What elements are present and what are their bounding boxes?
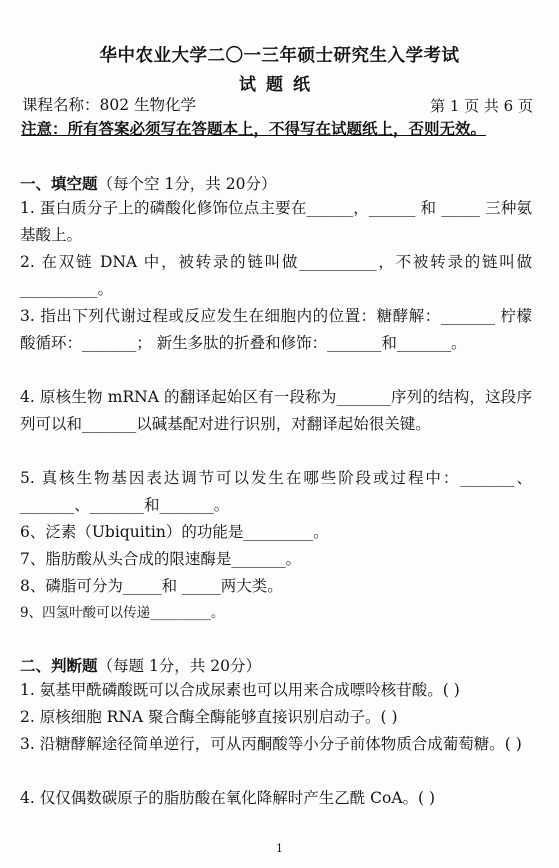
question-item: 9、四氢叶酸可以传递_________。: [20, 605, 225, 621]
section1-title: 一、填空题: [20, 174, 98, 193]
section1-heading: [20, 172, 276, 194]
section2-title: 二、判断题: [20, 656, 98, 675]
question-item: 7、脂肪酸从头合成的限速酶是_______。: [20, 550, 302, 568]
question-item: 5. 真核生物基因表达调节可以发生在哪些阶段或过程中：_______、_______、_______和_______。: [20, 469, 532, 514]
question-item: 6、泛素（Ubiquitin）的功能是_________。: [20, 523, 329, 541]
exam-subtitle: 试题纸: [239, 75, 320, 95]
question-item: 4. 仅仅偶数碳原子的脂肪酸在氧化降解时产生乙酰 CoA。( ): [20, 789, 436, 807]
question-item: 1. 氨基甲酰磷酸既可以合成尿素也可以用来合成嘌呤核苷酸。( ): [20, 681, 460, 699]
question-item: 1. 蛋白质分子上的磷酸化修饰位点主要在______，______ 和 _____ 三种氨基酸上。: [20, 199, 532, 244]
exam-notice: 注意：所有答案必须写在答题本上，不得写在试题纸上，否则无效。: [21, 119, 487, 138]
question-item: 2. 在双链 DNA 中，被转录的链叫做__________，不被转录的链叫做__________。: [20, 253, 532, 298]
question-item: 8、磷脂可分为_____和 _____两大类。: [20, 577, 283, 595]
section2-heading: [20, 654, 261, 676]
section1-note: （每个空 1分，共 20分）: [97, 175, 277, 193]
question-item: 3. 指出下列代谢过程或反应发生在细胞内的位置：糖酵解：_______ 柠檬酸循环：_______； 新生多肽的折叠和修饰：_______和_______。: [20, 307, 532, 352]
question-item: 3. 沿糖酵解途径简单逆行，可从丙酮酸等小分子前体物质合成葡萄糖。( ): [20, 735, 522, 753]
question-item: 2. 原核细胞 RNA 聚合酶全酶能够直接识别启动子。( ): [20, 708, 398, 726]
exam-title: 华中农业大学二〇一三年硕士研究生入学考试: [99, 46, 460, 66]
page-number: 1: [276, 842, 283, 855]
section2-note: （每题 1分，共 20分）: [97, 657, 261, 675]
question-item: 4. 原核生物 mRNA 的翻译起始区有一段称为_______序列的结构，这段序列可以和_______以碱基配对进行识别，对翻译起始很关键。: [20, 388, 532, 433]
page-info: 第 1 页 共 6 页: [430, 97, 533, 115]
course-name: 课程名称：802 生物化学: [22, 96, 197, 114]
